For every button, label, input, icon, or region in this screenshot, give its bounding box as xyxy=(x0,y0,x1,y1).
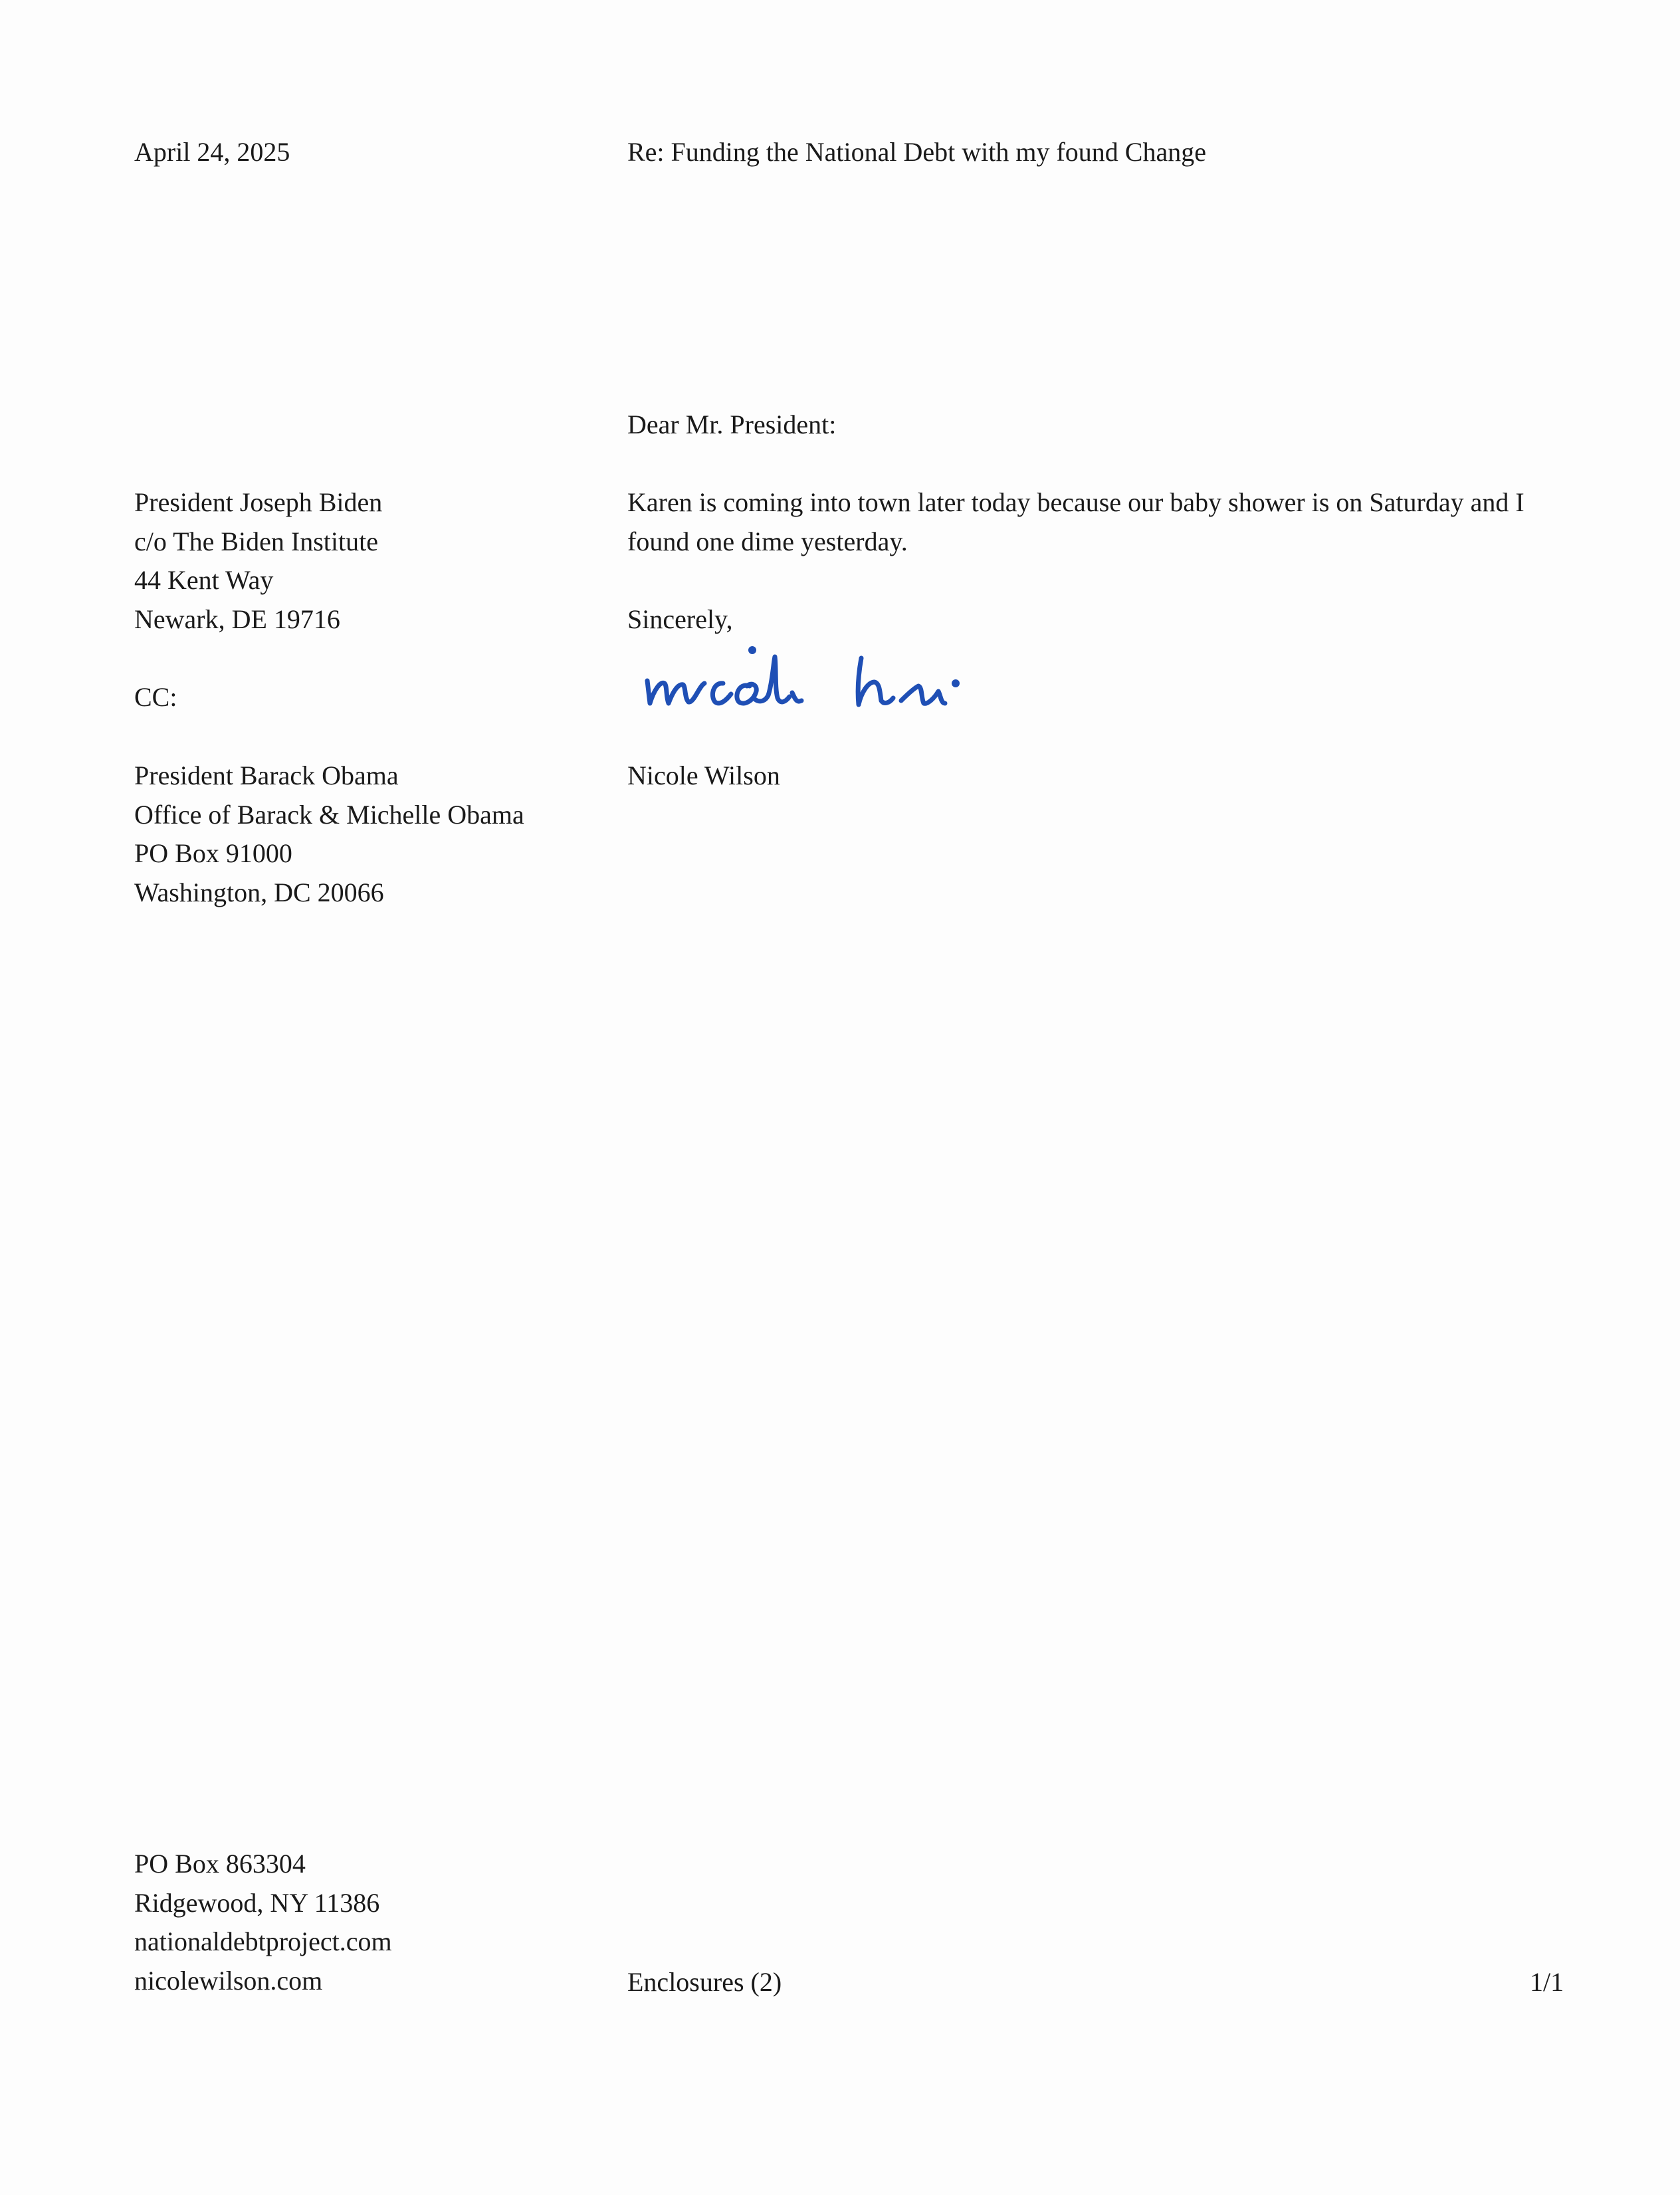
cc-label: CC: xyxy=(134,682,177,712)
handwritten-signature xyxy=(638,639,984,726)
sender-line: PO Box 863304 xyxy=(134,1849,306,1879)
recipient-line: c/o The Biden Institute xyxy=(134,526,378,556)
cc-line: PO Box 91000 xyxy=(134,838,292,868)
recipient-line: President Joseph Biden xyxy=(134,487,383,517)
signer-name: Nicole Wilson xyxy=(627,760,780,790)
recipient-line: 44 Kent Way xyxy=(134,565,274,595)
letter-date: April 24, 2025 xyxy=(134,137,290,167)
sender-address xyxy=(134,1845,392,2000)
cc-address xyxy=(134,756,524,912)
sender-website: nationaldebtproject.com xyxy=(134,1926,392,1956)
signature-strokes xyxy=(647,657,945,705)
sender-line: Ridgewood, NY 11386 xyxy=(134,1887,380,1918)
cc-line: Washington, DC 20066 xyxy=(134,877,384,907)
recipient-line: Newark, DE 19716 xyxy=(134,604,340,634)
letter-subject: Re: Funding the National Debt with my found Change xyxy=(627,137,1206,167)
cc-line: Office of Barack & Michelle Obama xyxy=(134,799,524,830)
sender-website: nicolewilson.com xyxy=(134,1965,323,1996)
page-number: 1/1 xyxy=(1530,1967,1564,1997)
cc-line: President Barack Obama xyxy=(134,760,399,790)
enclosures-note: Enclosures (2) xyxy=(627,1967,782,1997)
recipient-address xyxy=(134,483,382,639)
salutation: Dear Mr. President: xyxy=(627,409,837,439)
letter-body: Karen is coming into town later today because our baby shower is on Saturday and I found one dime yesterday. xyxy=(627,487,1524,556)
closing: Sincerely, xyxy=(627,604,733,634)
signature-dots xyxy=(748,646,960,687)
